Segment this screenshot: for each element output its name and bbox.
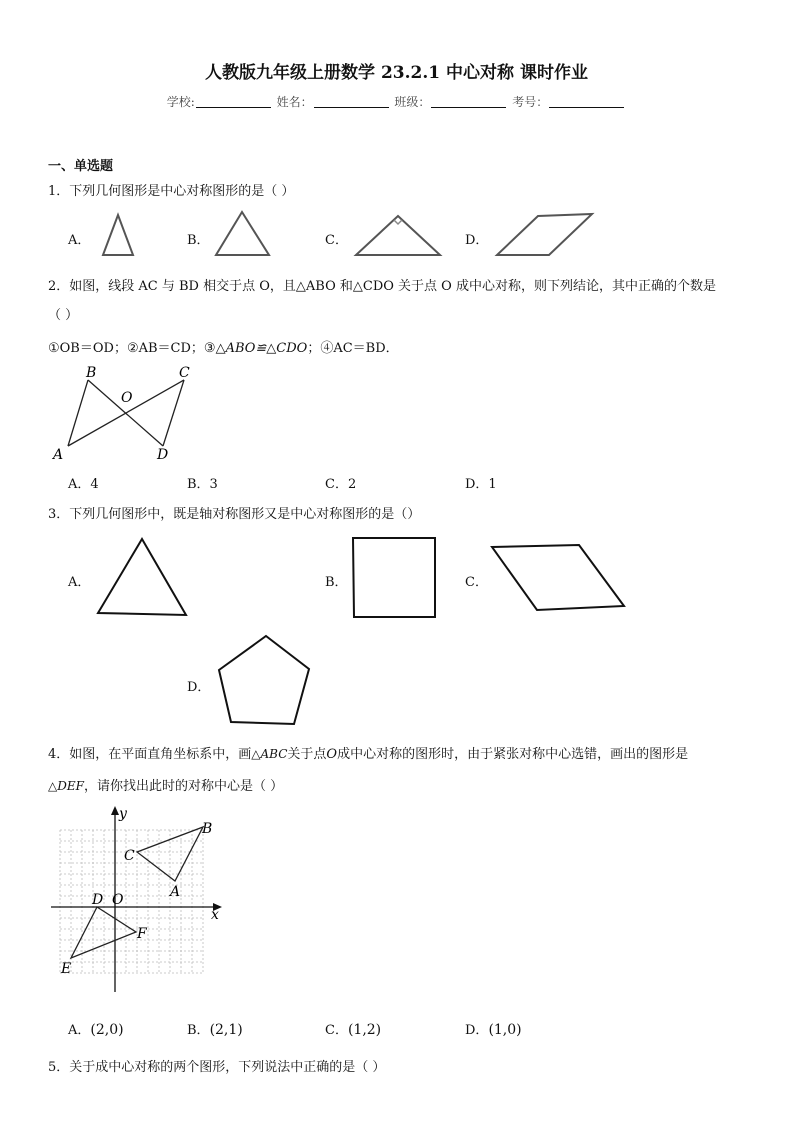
q1-option-d-label: D． xyxy=(465,233,489,248)
q4-label-x: x xyxy=(211,907,219,923)
q4-label-e: E xyxy=(61,961,72,977)
q1-option-a-label: A． xyxy=(68,233,91,248)
q4-label-d: D xyxy=(92,892,104,908)
question-2-text-line2: （ ） xyxy=(48,308,79,323)
q4-coordinate-figure xyxy=(48,802,228,1002)
question-4-text-line2: △DEF，请你找出此时的对称中心是（ ） xyxy=(48,779,284,794)
q4-label-f: F xyxy=(137,926,147,942)
school-blank[interactable] xyxy=(196,95,271,108)
q3-option-b-label: B． xyxy=(325,575,348,590)
question-2-text-line1: 2．如图，线段 AC 与 BD 相交于点 O，且△ABO 和△CDO 关于点 O 成中心对称，则下列结论，其中正确的个数是 xyxy=(48,279,716,294)
q3-option-a-triangle xyxy=(95,535,190,620)
q2-label-a: A xyxy=(53,447,64,463)
student-info-line xyxy=(0,93,793,110)
q4-label-y: y xyxy=(119,806,127,822)
number-blank[interactable] xyxy=(549,95,624,108)
q2-label-d: D xyxy=(157,447,169,463)
q1-option-c-label: C． xyxy=(325,233,348,248)
section-title: 一、单选题 xyxy=(48,159,114,174)
q1-option-a-triangle xyxy=(100,210,140,260)
q3-option-c-label: C． xyxy=(465,575,488,590)
question-1-text: 1．下列几何图形是中心对称图形的是（ ） xyxy=(48,184,295,199)
q2-option-d: D．1 xyxy=(465,477,497,492)
question-4-text-line1: 4．如图，在平面直角坐标系中，画△ABC关于点O成中心对称的图形时，由于紧张对称中心选错，画出的图形是 xyxy=(48,747,689,762)
q4-label-o: O xyxy=(112,892,124,908)
q1-option-c-right-triangle xyxy=(352,210,447,260)
name-label: 姓名： xyxy=(276,95,313,109)
q3-option-c-rhombus xyxy=(488,541,628,613)
q1-option-b-triangle xyxy=(213,208,273,260)
school-label: 学校: xyxy=(166,95,195,109)
page-title: 人教版九年级上册数学 23.2.1 中心对称 课时作业 xyxy=(205,63,588,83)
q1-option-d-parallelogram xyxy=(494,210,599,260)
q4-option-b: B．(2,1) xyxy=(187,1022,243,1038)
q2-option-b: B．3 xyxy=(187,477,218,492)
q4-label-b: B xyxy=(202,821,213,837)
question-2-statements: ①OB＝OD；②AB＝CD；③△ABO≌△CDO；④AC＝BD． xyxy=(48,341,399,356)
class-blank[interactable] xyxy=(431,95,506,108)
class-label: 班级： xyxy=(394,95,431,109)
q3-option-d-pentagon xyxy=(214,632,314,730)
question-3-text: 3．下列几何图形中，既是轴对称图形又是中心对称图形的是（） xyxy=(48,507,421,522)
q4-label-a: A xyxy=(170,884,181,900)
q1-option-b-label: B． xyxy=(187,233,210,248)
q2-figure xyxy=(48,360,208,465)
question-5-text: 5．关于成中心对称的两个图形，下列说法中正确的是（ ） xyxy=(48,1060,386,1075)
q3-option-d-label: D． xyxy=(187,680,211,695)
q3-option-b-square xyxy=(350,535,440,621)
q4-option-a: A．(2,0) xyxy=(68,1022,124,1038)
q2-option-a: A．4 xyxy=(68,477,99,492)
q2-label-c: C xyxy=(179,365,190,381)
number-label: 考号： xyxy=(512,95,549,109)
q4-label-c: C xyxy=(124,848,135,864)
q3-option-a-label: A． xyxy=(68,575,91,590)
q2-label-o: O xyxy=(121,390,133,406)
name-blank[interactable] xyxy=(314,95,389,108)
q2-label-b: B xyxy=(86,365,97,381)
q4-option-d: D．(1,0) xyxy=(465,1022,522,1038)
q2-option-c: C．2 xyxy=(325,477,357,492)
q4-option-c: C．(1,2) xyxy=(325,1022,382,1038)
